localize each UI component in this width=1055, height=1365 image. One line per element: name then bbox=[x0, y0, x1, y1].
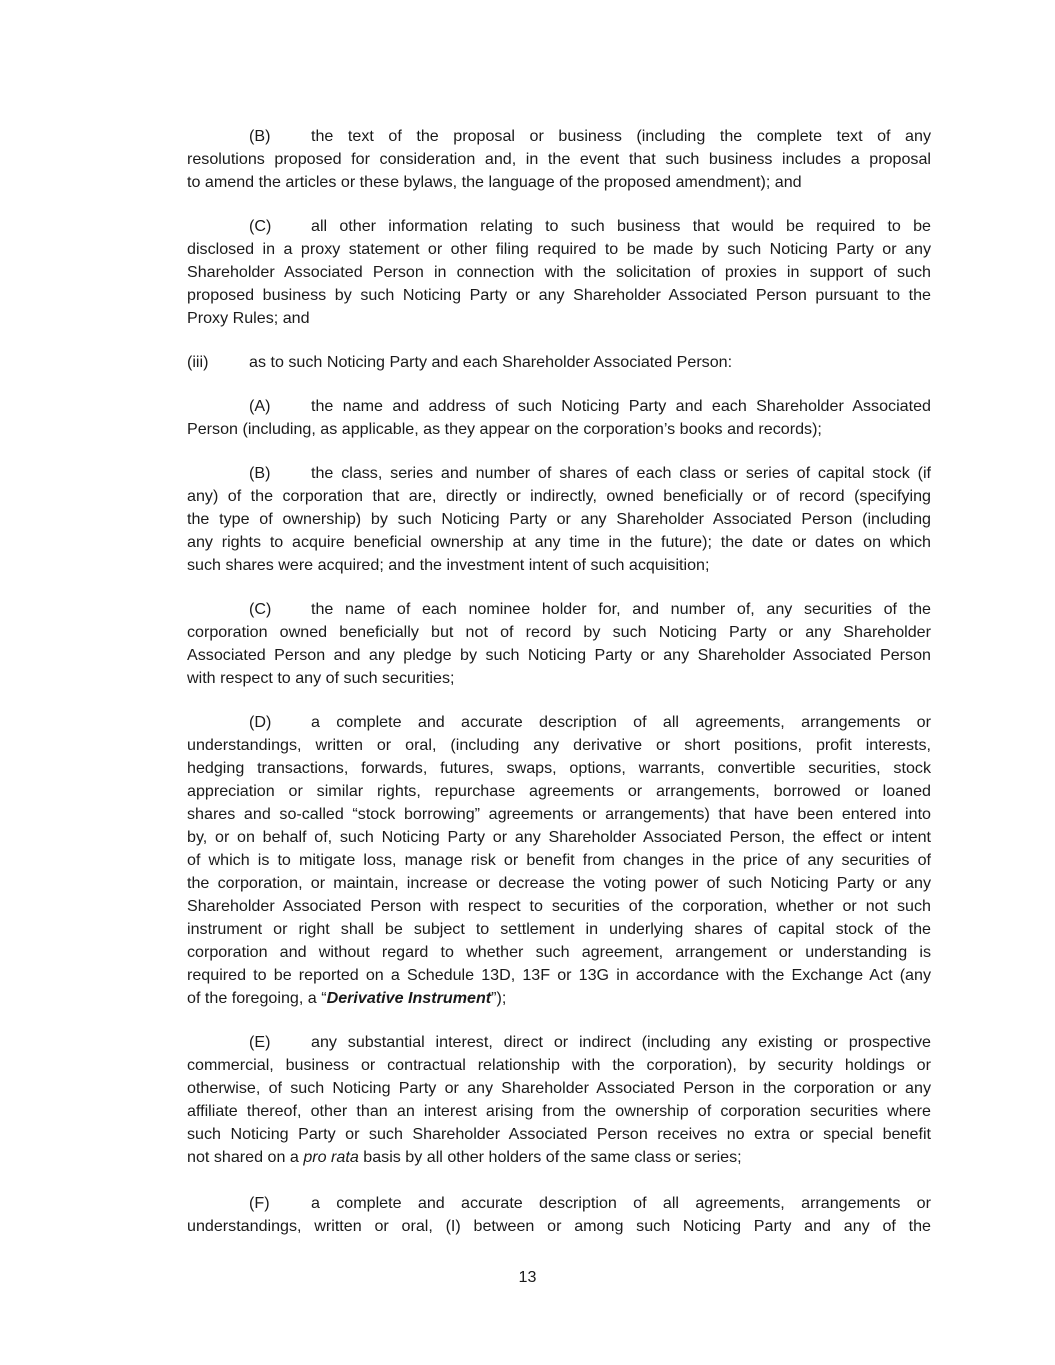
text-line: instrument or right shall be subject to settlement in underlying shares of capital stock of the bbox=[187, 920, 931, 938]
text-line: any) of the corporation that are, directly or indirectly, owned beneficially or of record (specifying bbox=[187, 487, 931, 505]
text-line: the type of ownership) by such Noticing Party or any Shareholder Associated Person (including bbox=[187, 510, 931, 528]
item-label: (C) bbox=[249, 217, 272, 235]
text-line: disclosed in a proxy statement or other filing required to be made by such Noticing Party or any bbox=[187, 240, 931, 258]
text-line: Associated Person and any pledge by such Noticing Party or any Shareholder Associated Person bbox=[187, 646, 931, 664]
text-line: Shareholder Associated Person in connection with the solicitation of proxies in support of such bbox=[187, 263, 931, 281]
item-label: (A) bbox=[249, 397, 271, 415]
text-line: Person (including, as applicable, as they appear on the corporation’s books and records); bbox=[187, 420, 822, 438]
text-line: shares and so-called “stock borrowing” agreements or arrangements) that have been entered into bbox=[187, 805, 931, 823]
text-line: Proxy Rules; and bbox=[187, 309, 310, 327]
page-number: 13 bbox=[518, 1268, 537, 1286]
text-line: otherwise, of such Noticing Party or any Shareholder Associated Person in the corporation or any bbox=[187, 1079, 931, 1097]
text-line: by, or on behalf of, such Noticing Party or any Shareholder Associated Person, the effect or intent bbox=[187, 828, 931, 846]
item-label: (iii) bbox=[187, 353, 209, 371]
text-line: corporation and without regard to whether such agreement, arrangement or understanding is bbox=[187, 943, 931, 961]
text-line: (B) the class, series and number of shares of each class or series of capital stock (if bbox=[249, 464, 931, 482]
text-line: resolutions proposed for consideration and, in the event that such business includes a proposal bbox=[187, 150, 931, 168]
item-label: (F) bbox=[249, 1194, 270, 1212]
text-line: such shares were acquired; and the investment intent of such acquisition; bbox=[187, 556, 710, 574]
text-line: any rights to acquire beneficial ownership at any time in the future); the date or dates on which bbox=[187, 533, 931, 551]
text-line: (E) any substantial interest, direct or indirect (including any existing or prospective bbox=[249, 1033, 931, 1051]
text-line: of which is to mitigate loss, manage risk or benefit from changes in the price of any securities of bbox=[187, 851, 931, 869]
text-line: corporation owned beneficially but not of record by such Noticing Party or any Shareholder bbox=[187, 623, 931, 641]
text-line: affiliate thereof, other than an interest arising from the ownership of corporation securities where bbox=[187, 1102, 931, 1120]
text-line: Shareholder Associated Person with respect to securities of the corporation, whether or not such bbox=[187, 897, 931, 915]
item-label: (B) bbox=[249, 127, 271, 145]
text-line: to amend the articles or these bylaws, the language of the proposed amendment); and bbox=[187, 173, 802, 191]
item-label: (D) bbox=[249, 713, 272, 731]
text-line: proposed business by such Noticing Party or any Shareholder Associated Person pursuant to the bbox=[187, 286, 931, 304]
text-line: understandings, written or oral, (I) between or among such Noticing Party and any of the bbox=[187, 1217, 931, 1235]
text-line: (C) all other information relating to such business that would be required to be bbox=[249, 217, 931, 235]
defined-term: Derivative Instrument bbox=[326, 989, 492, 1007]
text-line: (F) a complete and accurate description of all agreements, arrangements or bbox=[249, 1194, 931, 1212]
text-line: (A) the name and address of such Noticing Party and each Shareholder Associated bbox=[249, 397, 931, 415]
text-line: (D) a complete and accurate description of all agreements, arrangements or bbox=[249, 713, 931, 731]
text-line: (B) the text of the proposal or business (including the complete text of any bbox=[249, 127, 931, 145]
text-line: not shared on a pro rata basis by all other holders of the same class or series; bbox=[187, 1148, 742, 1166]
text-line: hedging transactions, forwards, futures, swaps, options, warrants, convertible securities, stock bbox=[187, 759, 931, 777]
text-line: of the foregoing, a “Derivative Instrument”); bbox=[187, 989, 507, 1007]
text-line: (C) the name of each nominee holder for, and number of, any securities of the bbox=[249, 600, 931, 618]
text-line: appreciation or similar rights, repurchase agreements or arrangements, borrowed or loaned bbox=[187, 782, 931, 800]
italic-term: pro rata bbox=[303, 1148, 359, 1166]
text-line: understandings, written or oral, (including any derivative or short positions, profit interests, bbox=[187, 736, 931, 754]
text-line: (iii) as to such Noticing Party and each Shareholder Associated Person: bbox=[187, 353, 733, 371]
text-line: with respect to any of such securities; bbox=[187, 669, 455, 687]
text-line: required to be reported on a Schedule 13D, 13F or 13G in accordance with the Exchange Act (any bbox=[187, 966, 931, 984]
text-line: the corporation, or maintain, increase or decrease the voting power of such Noticing Party or any bbox=[187, 874, 931, 892]
item-label: (B) bbox=[249, 464, 271, 482]
text-line: commercial, business or contractual relationship with the corporation), by security holdings or bbox=[187, 1056, 931, 1074]
item-label: (E) bbox=[249, 1033, 271, 1051]
text-line: such Noticing Party or such Shareholder Associated Person receives no extra or special benefit bbox=[187, 1125, 931, 1143]
item-label: (C) bbox=[249, 600, 272, 618]
